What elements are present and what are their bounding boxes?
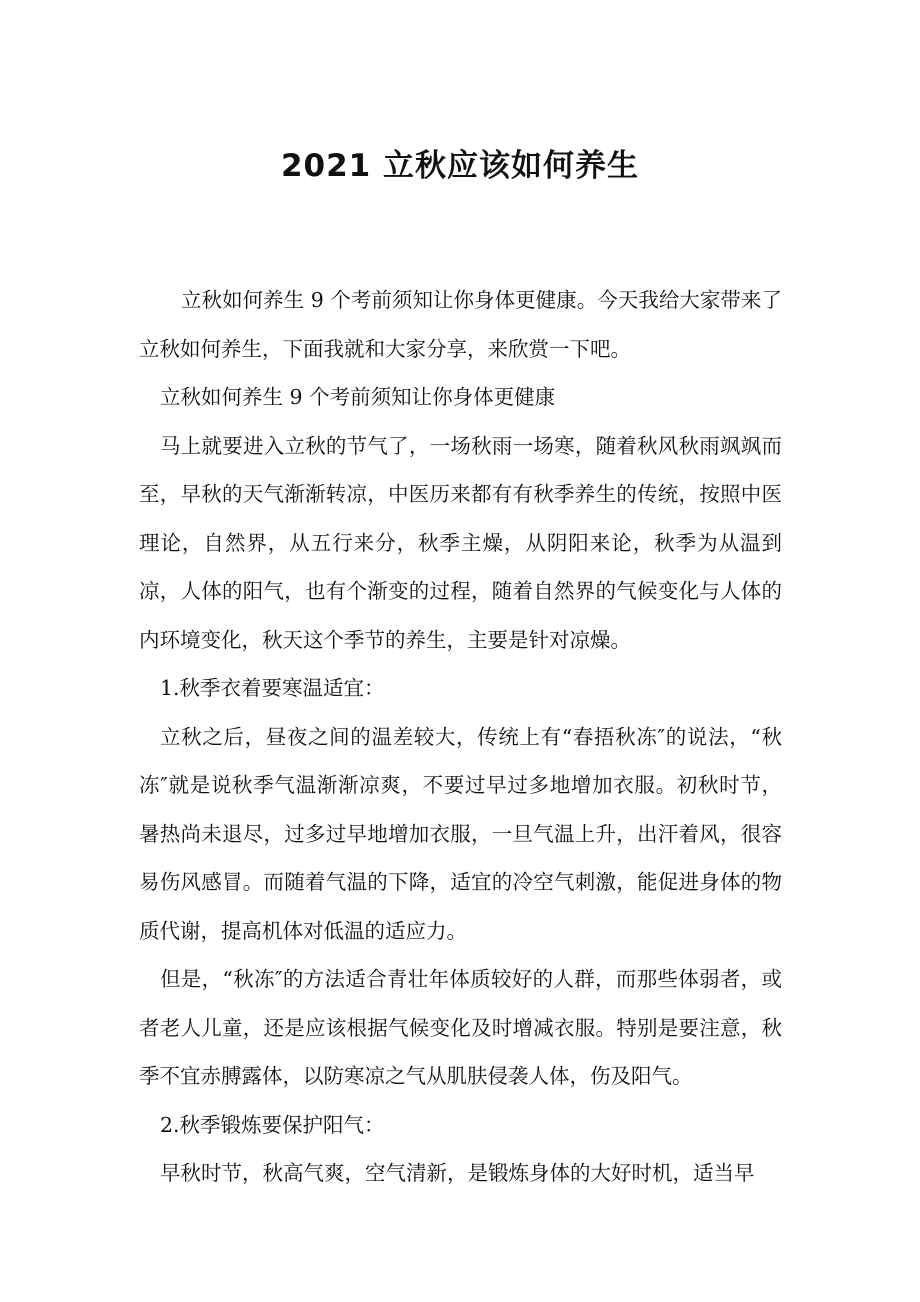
body-paragraph-1: 马上就要进入立秋的节气了，一场秋雨一场寒，随着秋风秋雨飒飒而至，早秋的天气渐渐转凉，中医历来都有有秋季养生的传统，按照中医理论，自然界，从五行来分，秋季主燥，从阴阳来论，秋季为从温到凉，人体的阳气，也有个渐变的过程，随着自然界的气候变化与人体的内环境变化，秋天这个季节的养生，主要是针对凉燥。 xyxy=(139,433,782,652)
body-paragraph-2: 立秋之后，昼夜之间的温差较大，传统上有“春捂秋冻″的说法，“秋冻″就是说秋季气温渐渐凉爽，不要过早过多地增加衣服。初秋时节，暑热尚未退尽，过多过早地增加衣服，一旦气温上升，出汗着风，很容易伤风感冒。而随着气温的下降，适宜的冷空气刺激，能促进身体的物质代谢，提高机体对低温的适应力。 xyxy=(139,724,782,943)
body-paragraph-3: 但是，“秋冻″的方法适合青壮年体质较好的人群，而那些体弱者，或者老人儿童，还是应该根据气候变化及时增减衣服。特别是要注意，秋季不宜赤膊露体，以防寒凉之气从肌肤侵袭人体，伤及阳气。 xyxy=(139,967,782,1088)
intro-paragraph: 立秋如何养生 9 个考前须知让你身体更健康。今天我给大家带来了立秋如何养生，下面我就和大家分享，来欣赏一下吧。 xyxy=(139,288,782,361)
section-heading-2: 2.秋季锻炼要保护阳气： xyxy=(160,1112,385,1137)
document-title: 2021 立秋应该如何养生 xyxy=(280,148,640,184)
subtitle-paragraph: 立秋如何养生 9 个考前须知让你身体更健康 xyxy=(160,385,556,409)
section-heading-1: 1.秋季衣着要寒温适宜： xyxy=(160,676,385,700)
body-paragraph-4: 早秋时节，秋高气爽，空气清新，是锻炼身体的大好时机，适当早 xyxy=(160,1161,755,1185)
document-body xyxy=(139,276,782,1198)
